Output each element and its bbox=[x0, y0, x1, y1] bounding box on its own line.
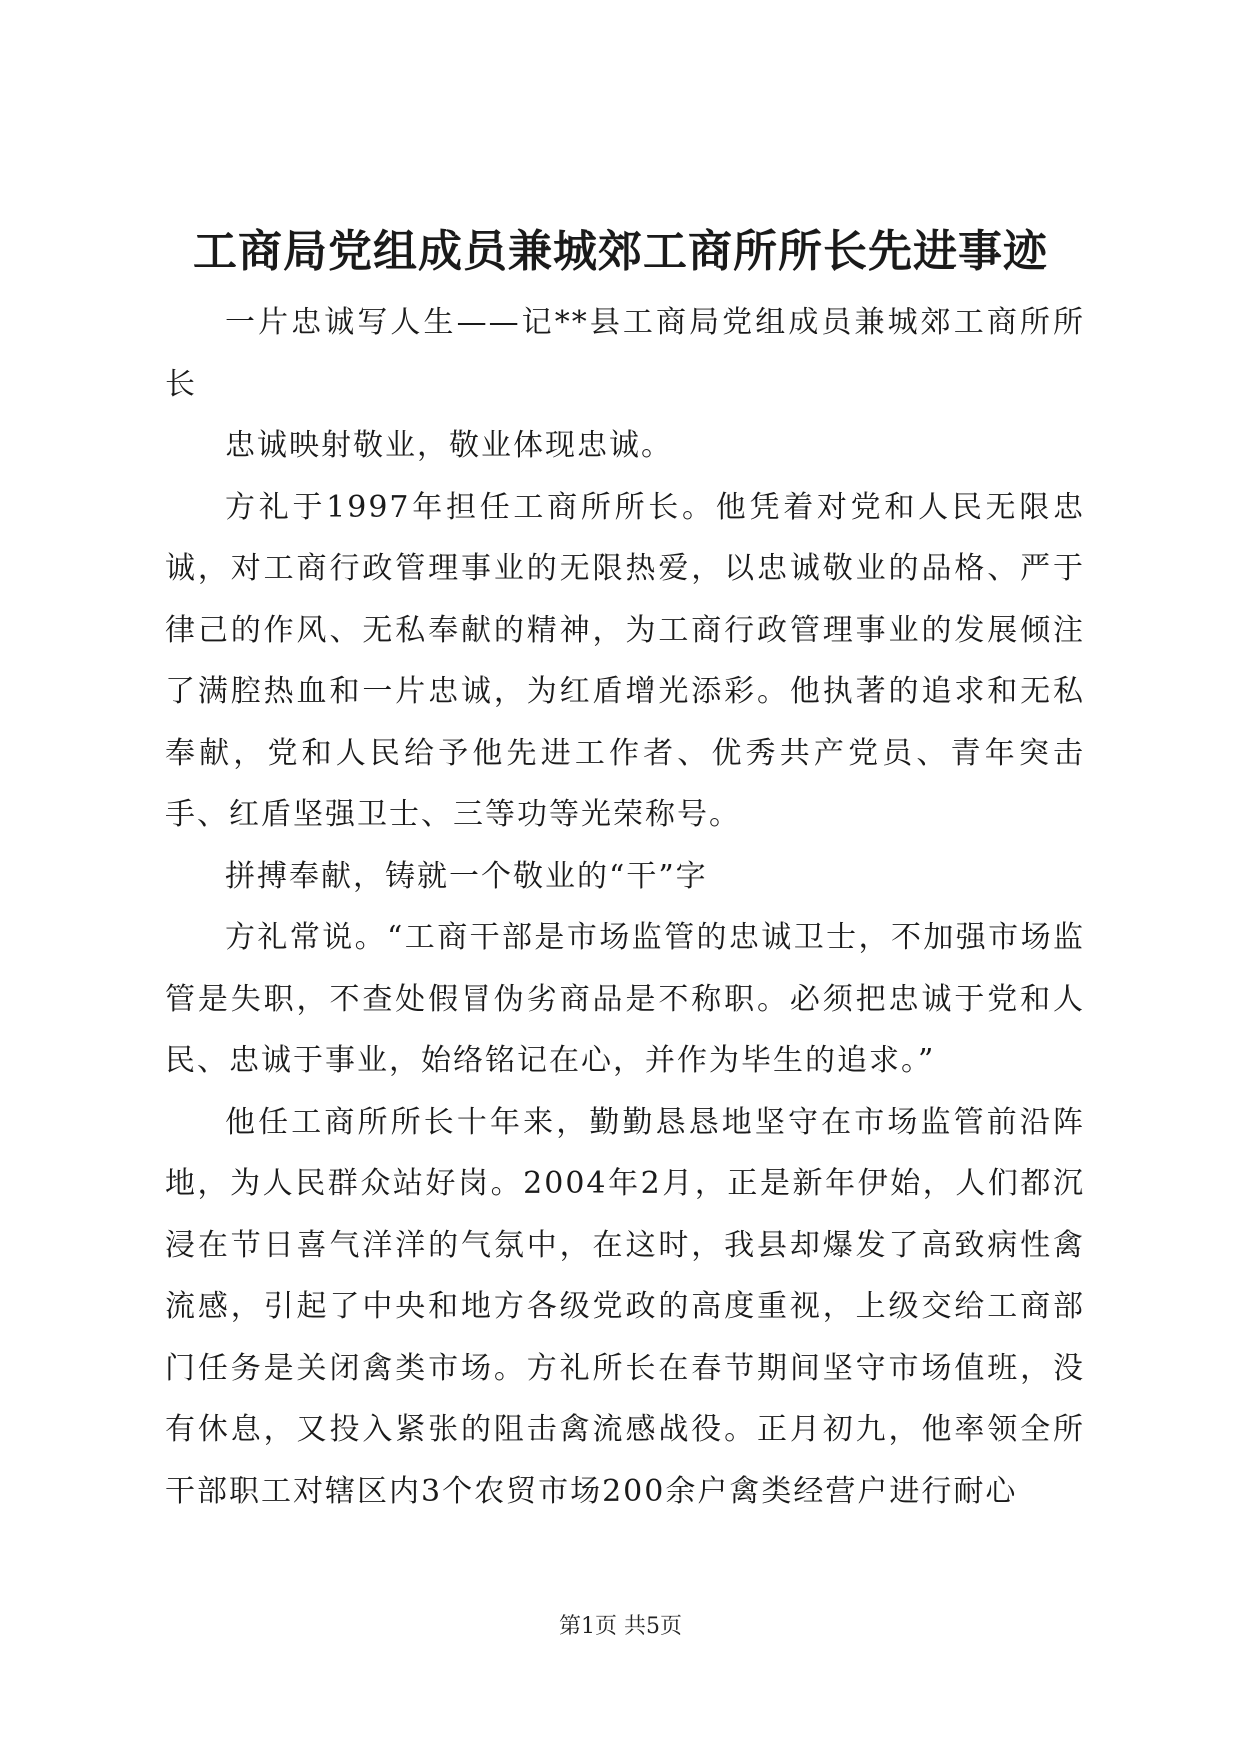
paragraph: 方礼常说。“工商干部是市场监管的忠诚卫士，不加强市场监管是失职，不查处假冒伪劣商品是不称职。必须把忠诚于党和人民、忠诚于事业，始络铭记在心，并作为毕生的追求。” bbox=[165, 920, 1085, 1078]
page-number-footer: 第1页 共5页 bbox=[559, 1614, 682, 1639]
paragraph: 他任工商所所长十年来，勤勤恳恳地坚守在市场监管前沿阵地，为人民群众站好岗。2004年2月，正是新年伊始，人们都沉浸在节日喜气洋洋的气氛中，在这时，我县却爆发了高致病性禽流感，引起了中央和地方各级党政的高度重视，上级交给工商部门任务是关闭禽类市场。方礼所长在春节期间坚守市场值班，没有休息，又投入紧张的阻击禽流感战役。正月初九，他率领全所干部职工对辖区内3个农贸市场200余户禽类经营户进行耐心 bbox=[165, 1104, 1085, 1509]
paragraph: 忠诚映射敬业，敬业体现忠诚。 bbox=[225, 428, 673, 463]
paragraph: 方礼于1997年担任工商所所长。他凭着对党和人民无限忠诚，对工商行政管理事业的无限热爱，以忠诚敬业的品格、严于律己的作风、无私奉献的精神，为工商行政管理事业的发展倾注了满腔热血和一片忠诚，为红盾增光添彩。他执著的追求和无私奉献，党和人民给予他先进工作者、优秀共产党员、青年突击手、红盾坚强卫士、三等功等光荣称号。 bbox=[165, 489, 1085, 832]
document-body bbox=[165, 292, 1085, 1522]
document-title: 工商局党组成员兼城郊工商所所长先进事迹 bbox=[193, 226, 1048, 277]
paragraph-subtitle: 一片忠诚写人生——记**县工商局党组成员兼城郊工商所所长 bbox=[165, 305, 1085, 402]
section-heading: 拼搏奉献，铸就一个敬业的“干”字 bbox=[225, 858, 708, 894]
